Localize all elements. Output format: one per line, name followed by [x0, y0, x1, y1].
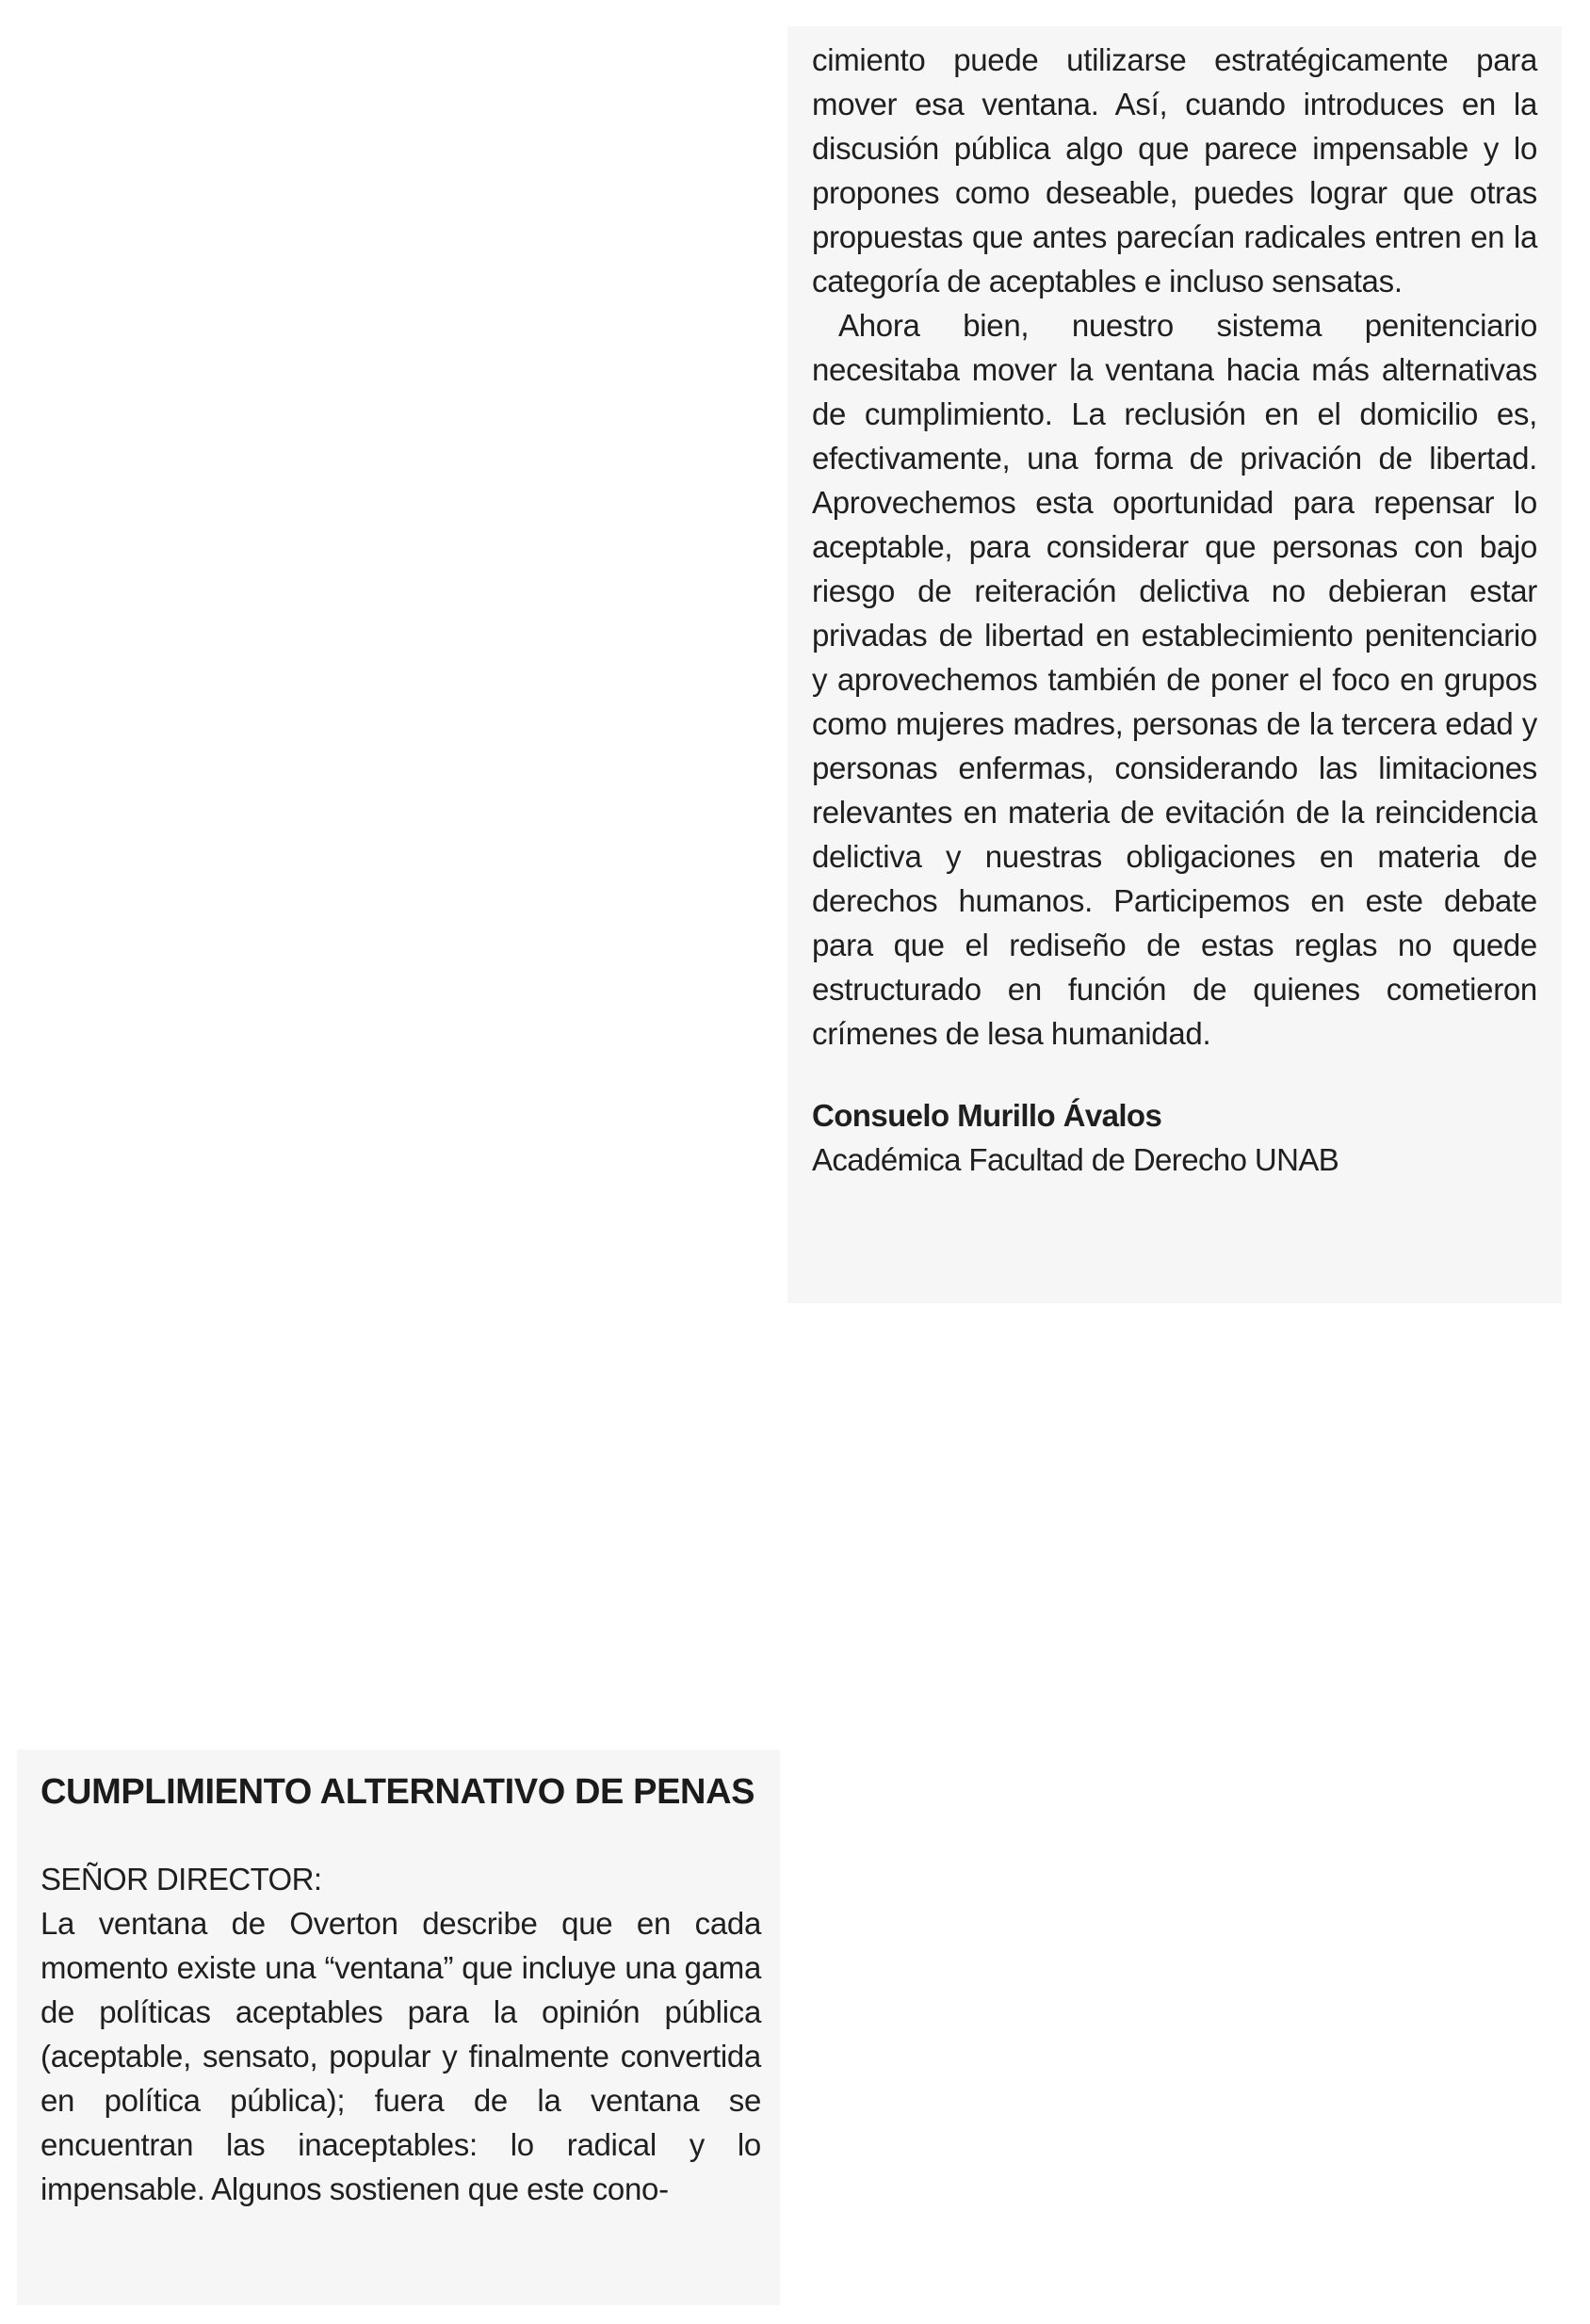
author-name: Consuelo Murillo Ávalos [812, 1098, 1162, 1133]
letter-column-continuation [787, 26, 1562, 1303]
letter-paragraph-1: La ventana de Overton describe que en cada momento existe una “ventana” que incluye una gama de políticas aceptables para la opinión pública (aceptable, sensato, popular y finalmente convertida en política pública); fuera de la ventana se encuentran las inaceptables: lo radical y lo impensable. Algunos sostienen que este cono- [41, 1906, 761, 2206]
letter-paragraph-1-continued: cimiento puede utilizarse estratégicamente para mover esa ventana. Así, cuando introduces en la discusión pública algo que parece impensable y lo propones como deseable, puedes lograr que otras propuestas que antes parecían radicales entren en la categoría de aceptables e incluso sensatas. [812, 42, 1537, 299]
letter-signature [812, 1093, 1537, 1182]
letter-headline: CUMPLIMIENTO ALTERNATIVO DE PENAS [41, 1772, 755, 1812]
letter-paragraph-2: Ahora bien, nuestro sistema penitenciario necesitaba mover la ventana hacia más alternativas de cumplimiento. La reclusión en el domicilio es, efectivamente, una forma de privación de libertad. Aprovechemos esta oportunidad para repensar lo aceptable, para considerar que personas con bajo riesgo de reiteración delictiva no debieran estar privadas de libertad en establecimiento penitenciario y aprovechemos también de poner el foco en grupos como mujeres madres, personas de la tercera edad y personas enfermas, considerando las limitaciones relevantes en materia de evitación de la reincidencia delictiva y nuestras obligaciones en materia de derechos humanos. Participemos en este debate para que el rediseño de estas reglas no quede estructurado en función de quienes cometieron crímenes de lesa humanidad. [812, 308, 1537, 1051]
author-affiliation: Académica Facultad de Derecho UNAB [812, 1142, 1339, 1177]
letter-salutation: SEÑOR DIRECTOR: [41, 1862, 322, 1896]
letter-column-start [17, 1750, 780, 2305]
